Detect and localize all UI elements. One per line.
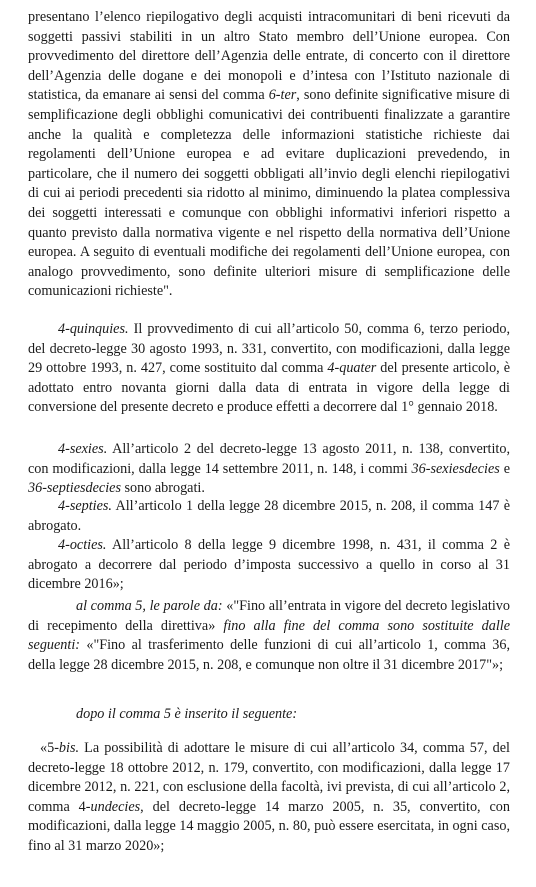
amendment-instruction: al comma 5, le parole da:	[76, 598, 223, 614]
paragraph-ref: bis.	[58, 740, 80, 756]
paragraph-ref: 4-sexies.	[58, 441, 108, 457]
amendment-insert-heading	[28, 705, 510, 725]
paragraph-text: del presente articolo, è adottato entro novanta giorni dalla data di entrata in vigore della legge di conversione del presente decreto e produce effetti a decorrere dal 1° gennaio 2018.	[28, 360, 510, 416]
paragraph-text: , sono definite significative misure di semplificazione degli obblighi comunicativi dei contribuenti finalizzate a garantire anche la qualità e completezza delle informazioni statistiche richieste dai regolamenti dell’Unione europea e ad evitare duplicazioni prevedendo, in particolare, che il numero dei soggetti obbligati all’invio degli elenchi riepilogativi di cui ai periodi precedenti sia ridotto al minimo, diminuendo la platea complessiva dei soggetti interessati e comunque con obblighi informativi inferiori rispetto a quanto previsto dalla normativa vigente e nel rispetto della normativa dell’Unione europea. A seguito di eventuali modifiche dei regolamenti dell’Unione europea, con analogo provvedimento, sono definite ulteriori misure di semplificazione delle comunicazioni richieste".	[28, 87, 510, 300]
paragraph-continuation	[28, 8, 510, 302]
paragraph-text: e	[499, 460, 510, 477]
paragraph-4-sexies	[28, 440, 510, 499]
paragraph-4-quinquies	[28, 320, 510, 418]
paragraph-text: Il provvedimento di cui all’articolo 50, comma 6, terzo periodo, del decreto-legge 30 agosto 1993, n. 331, convertito, con modificazioni, dalla legge 29 ottobre 1993, n. 427, come sostituito dal comma	[28, 321, 510, 377]
paragraph-ref: 6-ter	[268, 87, 297, 104]
paragraph-ref: 4-quinquies.	[58, 321, 129, 337]
paragraph-5-bis	[28, 739, 510, 857]
paragraph-ref: undecies	[90, 798, 141, 815]
amendment-instruction: dopo il comma 5 è inserito il seguente:	[76, 706, 298, 722]
paragraph-4-septies	[28, 497, 510, 536]
paragraph-4-octies	[28, 536, 510, 595]
paragraph-text: «5-	[40, 740, 59, 756]
paragraph-text: All’articolo 2 del decreto-legge 13 agosto 2011, n. 138, convertito, con modificazioni, dalla legge 14 settembre 2011, n. 148, i commi	[28, 441, 510, 477]
paragraph-text: sono abrogati.	[120, 480, 205, 497]
paragraph-ref: 4-octies.	[58, 537, 107, 553]
paragraph-text: , del decreto-legge 14 marzo 2005, n. 35, convertito, con modificazioni, dalla legge 14 maggio 2005, n. 80, può essere esercitata, in ogni caso, fino al 31 marzo 2020»;	[28, 798, 510, 854]
amendment-instruction: fino alla fine del comma sono sostituite dalle seguenti:	[28, 617, 510, 654]
amendment-comma-5	[28, 597, 510, 675]
paragraph-ref: 4-quater	[327, 360, 377, 377]
paragraph-text: «"Fino al trasferimento delle funzioni di cui all’articolo 1, comma 36, della legge 28 dicembre 2015, n. 208, e comunque non oltre il 31 dicembre 2017"»;	[28, 637, 510, 673]
paragraph-text: All’articolo 1 della legge 28 dicembre 2015, n. 208, il comma 147 è abrogato.	[28, 498, 510, 534]
paragraph-text: «"Fino all’entrata in vigore del decreto legislativo di recepimento della direttiva»	[28, 598, 510, 634]
paragraph-text: All’articolo 8 della legge 9 dicembre 1998, n. 431, il comma 2 è abrogato a decorrere dal periodo d’imposta successivo a quello in corso al 31 dicembre 2016»;	[28, 537, 510, 593]
paragraph-text: presentano l’elenco riepilogativo degli acquisti intracomunitari di beni ricevuti da soggetti passivi stabiliti in un altro Stato membro dell’Unione europea. Con provvedimento del direttore dell’Agenzia delle entrate, di concerto con il direttore dell’Agenzia delle dogane e dei monopoli e d’intesa con l’Istituto nazionale di statistica, da emanare ai sensi del comma	[28, 9, 510, 104]
paragraph-ref: 36-septiesdecies	[28, 480, 121, 497]
paragraph-ref: 36-sexiesdecies	[411, 460, 500, 477]
paragraph-ref: 4-septies.	[58, 498, 112, 514]
paragraph-text: La possibilità di adottare le misure di cui all’articolo 34, comma 57, del decreto-legge 18 ottobre 2012, n. 179, convertito, con modificazioni, dalla legge 17 dicembre 2012, n. 221, con esclusione della facoltà, ivi prevista, di cui all’articolo 2, comma 4-	[28, 740, 510, 815]
